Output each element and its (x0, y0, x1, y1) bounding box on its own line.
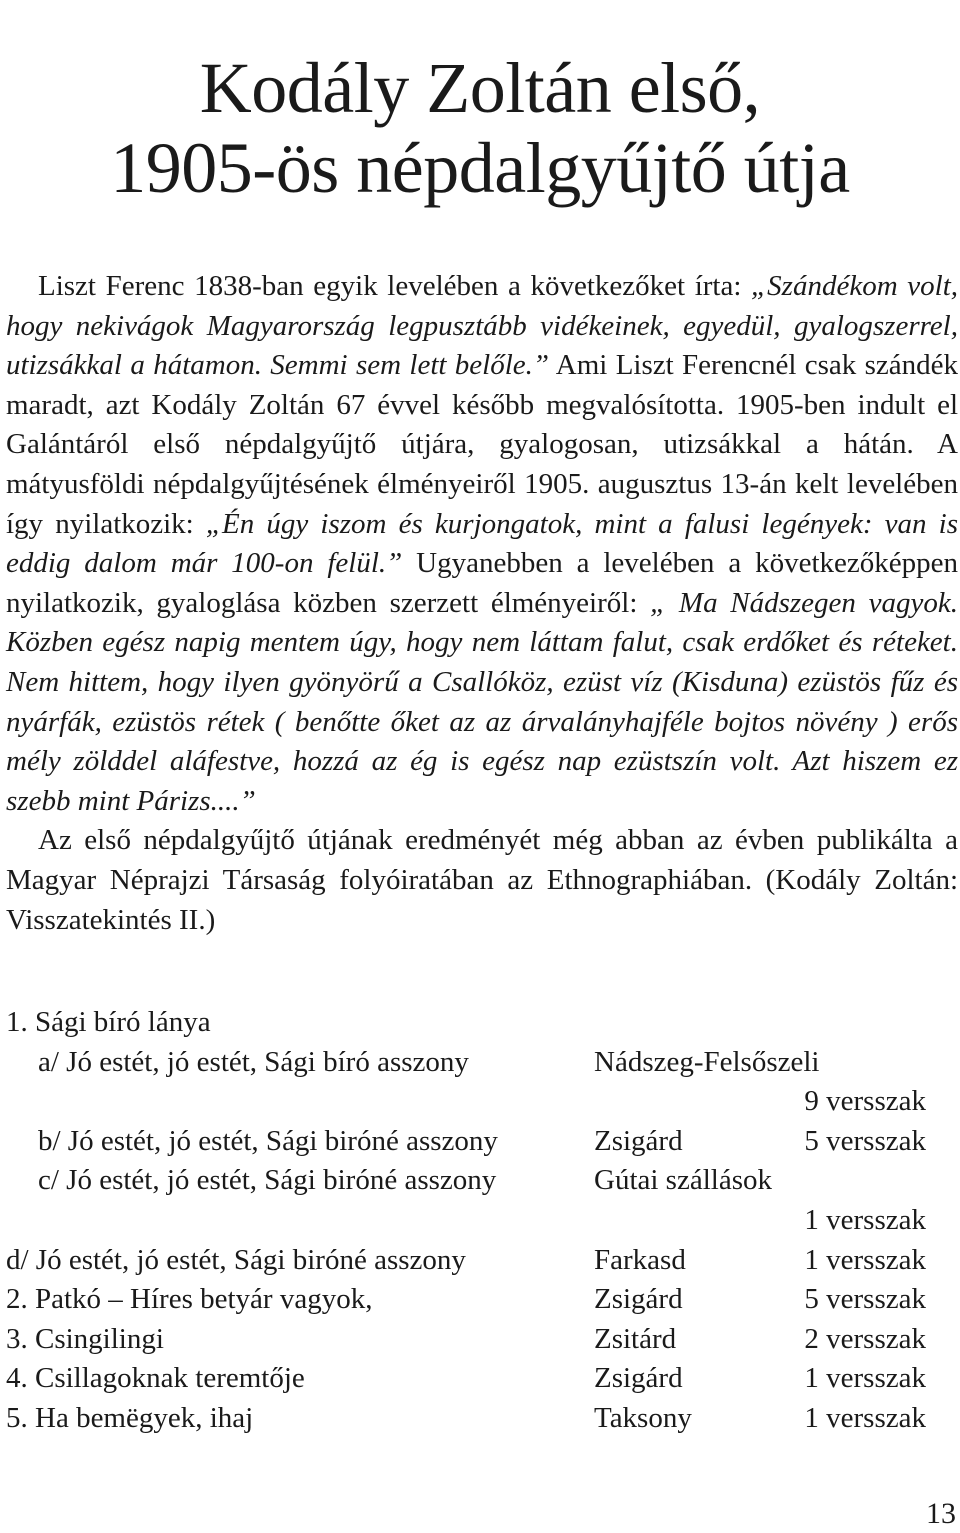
song-place: Farkasd (594, 1243, 686, 1276)
song-row (6, 1122, 926, 1162)
song-verse-count: 5 versszak (804, 1283, 926, 1316)
song-title: 2. Patkó – Híres betyár vagyok, (6, 1283, 373, 1316)
song-row (6, 1320, 926, 1360)
paragraph-intro (6, 267, 958, 821)
song-place: Gútai szállások (594, 1164, 772, 1197)
song-row (6, 1399, 926, 1439)
paragraph-text: Ugyanebben a levelében a következőképpen nyilatkozik, gyaloglása közben szerzett élményeiről: (6, 547, 958, 619)
song-row (6, 1161, 926, 1201)
song-place: Nádszeg-Felsőszeli (594, 1045, 820, 1078)
song-title: c/ Jó estét, jó estét, Sági biróné asszony (38, 1164, 497, 1197)
song-place: Zsigárd (594, 1362, 683, 1395)
song-place: Zsigárd (594, 1124, 683, 1157)
page-title-line-2: 1905-ös népdalgyűjtő útja (110, 128, 850, 209)
song-verse-count: 2 versszak (804, 1322, 926, 1355)
song-row (6, 1003, 926, 1043)
quotation-italic: „Szándékom volt, hogy nekivágok Magyarország legpusztább vidékeinek, egyedül, gyalogszerrel, utizsákkal a hátamon. Semmi sem lett belőle.” (6, 270, 958, 382)
song-title: b/ Jó estét, jó estét, Sági biróné asszony (38, 1124, 498, 1157)
song-verse-count: 1 versszak (804, 1203, 926, 1236)
song-verse-count: 5 versszak (804, 1124, 926, 1157)
song-title: 1. Sági bíró lánya (6, 1006, 211, 1038)
song-verse-count: 9 versszak (804, 1085, 926, 1118)
song-title: a/ Jó estét, jó estét, Sági bíró asszony (38, 1045, 469, 1078)
song-row (6, 1201, 926, 1241)
quotation-italic: „Én úgy iszom és kurjongatok, mint a falusi legények: van is eddig dalom már 100-on felül.” (6, 507, 958, 580)
song-row (6, 1359, 926, 1399)
paragraph-text: Liszt Ferenc 1838-ban egyik levelében a következőket írta: (38, 270, 752, 302)
song-verse-count: 1 versszak (804, 1362, 926, 1395)
song-title: d/ Jó estét, jó estét, Sági biróné asszony (6, 1243, 466, 1276)
song-title: 3. Csingilingi (6, 1322, 164, 1355)
song-row (6, 1280, 926, 1320)
song-place: Taksony (594, 1401, 692, 1434)
song-verse-count: 1 versszak (804, 1243, 926, 1276)
page-number: 13 (926, 1497, 956, 1530)
song-title: 5. Ha bemëgyek, ihaj (6, 1401, 254, 1434)
quotation-italic: „ Ma Nádszegen vagyok. Közben egész napig mentem úgy, hogy nem láttam falut, csak erdőket és réteket. Nem hittem, hogy ilyen gyönyörű a Csallóköz, ezüst víz (Kisduna) ezüstös fűz és nyárfák, ezüstös rétek ( benőtte őket az az árvalányhajféle bojtos növény ) erős mély zölddel aláfestve, hozzá az ég is egész nap ezüstszín volt. Azt hiszem ez szebb mint Párizs....” (6, 586, 958, 817)
song-title: 4. Csillagoknak teremtője (6, 1362, 305, 1395)
song-list (6, 1003, 926, 1439)
song-row (6, 1043, 926, 1083)
song-row (6, 1082, 926, 1122)
song-row (6, 1241, 926, 1281)
paragraph-text: Ami Liszt Ferencnél csak szándék maradt, azt Kodály Zoltán 67 évvel később megvalósította. 1905-ben indult el Galántáról első népdalgyűjtő útjára, gyalogosan, utizsákkal a hátán. A mátyusföldi népdalgyűjtésének élményeiről 1905. augusztus 13-án kelt levelében így nyilatkozik: (6, 349, 959, 540)
song-verse-count: 1 versszak (804, 1401, 926, 1434)
article-body (6, 267, 958, 940)
page-title-line-1: Kodály Zoltán első, (199, 48, 761, 129)
song-place: Zsitárd (594, 1322, 677, 1355)
paragraph-publication: Az első népdalgyűjtő útjának eredményét még abban az évben publikálta a Magyar Néprajzi Társaság folyóiratában az Ethnographiában. (Kodály Zoltán: Visszatekintés II.) (6, 824, 958, 936)
song-place: Zsigárd (594, 1283, 683, 1316)
